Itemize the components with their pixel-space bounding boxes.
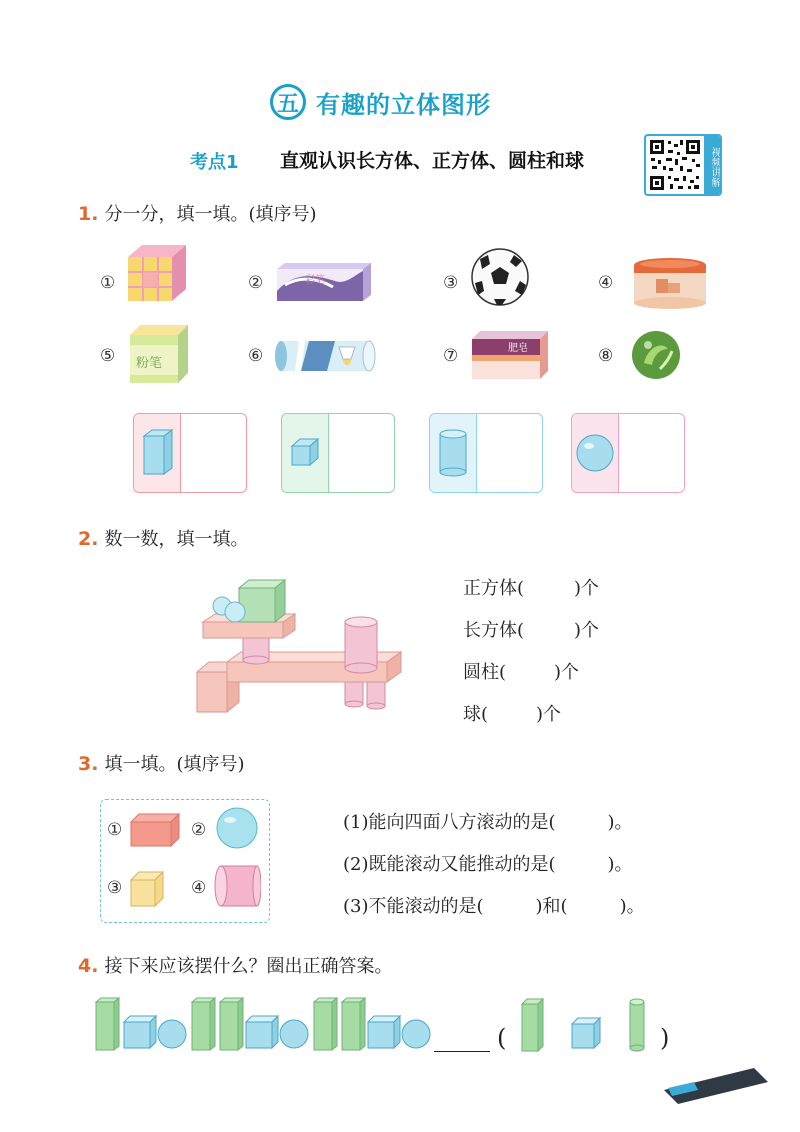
q1-item-label: ④: [598, 273, 614, 293]
unit-title-text: 有趣的立体图形: [316, 90, 491, 119]
q1-item-label: ③: [443, 273, 459, 293]
q3-line-3: [343, 892, 703, 934]
q1-heading: [78, 200, 317, 226]
cylinder-icon: [213, 862, 261, 912]
q3-shapes-box: [100, 799, 270, 923]
sort-box-shape: [572, 414, 618, 492]
q4-answer-blank[interactable]: [434, 1051, 490, 1052]
q4-sequence: [92, 996, 442, 1056]
q3-text: 填一填。(填序号): [104, 754, 245, 775]
q2-heading: [78, 525, 248, 551]
q1-item-label: ⑧: [598, 346, 614, 366]
q3-line-pre: (1)能向四面八方滚动的是(: [343, 812, 556, 833]
cuboid-icon: [129, 812, 181, 848]
sort-box-answer-area[interactable]: [328, 414, 394, 492]
box-icon: [275, 261, 373, 303]
option-tall-cylinder-icon[interactable]: [630, 999, 644, 1051]
soccer-ball-icon: [470, 247, 530, 307]
count-line-post: )个: [554, 662, 580, 683]
q3-item-label: ④: [191, 878, 207, 898]
cube-icon: [246, 1016, 278, 1048]
sphere-icon: [280, 1020, 308, 1048]
q1-item-grid: [100, 243, 800, 393]
sphere-icon: [215, 806, 259, 850]
chalk-text: 粉笔: [136, 356, 163, 371]
count-line-post: )个: [536, 704, 562, 725]
tin-can-icon: [630, 255, 710, 311]
q3-item-label: ③: [107, 878, 123, 898]
count-line-pre: 长方体(: [463, 620, 525, 641]
q2-text: 数一数，填一填。: [104, 529, 249, 550]
q3-line-post: )。: [607, 854, 633, 875]
q3-line-mid: )和(: [535, 896, 568, 917]
q3-line-pre: (3)不能滚动的是(: [343, 896, 484, 917]
cube-icon: [129, 870, 167, 908]
tall-prism-icon: [192, 998, 215, 1050]
count-line-post: )个: [574, 578, 600, 599]
q4-heading: [78, 952, 392, 978]
cube-icon: [124, 1016, 156, 1048]
options-close-paren: ): [660, 1024, 670, 1052]
page-corner-tag-icon: [664, 1064, 774, 1108]
count-line-pre: 圆柱(: [463, 662, 507, 683]
q4-text: 接下来应该摆什么？圈出正确答案。: [104, 956, 393, 977]
q3-line-1: [343, 808, 703, 850]
sort-box-answer-area[interactable]: [476, 414, 542, 492]
count-line-post: )个: [574, 620, 600, 641]
q1-item-label: ②: [248, 273, 264, 293]
section-label: 考点1: [190, 152, 239, 173]
q2-answer-lines: [463, 574, 663, 742]
q3-line-pre: (2)既能滚动又能推动的是(: [343, 854, 556, 875]
sort-box-cuboid[interactable]: [133, 413, 247, 493]
q1-item-label: ⑥: [248, 346, 264, 366]
tall-prism-icon: [220, 998, 243, 1050]
rubiks-cube-icon: [124, 243, 190, 303]
q4-number: 4.: [78, 955, 99, 977]
shuttlecock-tube-icon: [275, 335, 377, 377]
qr-code-icon: [648, 138, 702, 192]
q3-answer-lines: [343, 808, 703, 934]
q3-line-post: )。: [619, 896, 645, 917]
q3-item-label: ①: [107, 820, 123, 840]
q1-item-label: ⑤: [100, 346, 116, 366]
sort-box-answer-area[interactable]: [180, 414, 246, 492]
chalk-box-icon: [126, 323, 192, 385]
count-line-cuboid: [463, 616, 663, 658]
qr-code-panel[interactable]: [644, 134, 722, 196]
sort-box-sphere[interactable]: [571, 413, 685, 493]
qr-side-label: 视频讲解: [704, 136, 720, 194]
unit-title: [270, 82, 550, 122]
sort-box-shape: [134, 414, 180, 492]
sort-box-cube[interactable]: [281, 413, 395, 493]
count-line-pre: 正方体(: [463, 578, 525, 599]
cube-icon: [288, 436, 322, 470]
cube-icon: [368, 1016, 400, 1048]
sphere-icon: [402, 1020, 430, 1048]
q1-number: 1.: [78, 203, 99, 225]
marble-icon: [630, 329, 682, 381]
q1-item-label: ①: [100, 273, 116, 293]
tall-prism-icon: [314, 998, 337, 1050]
options-open-paren: (: [497, 1024, 507, 1052]
count-line-sphere: [463, 700, 663, 742]
sphere-icon: [158, 1020, 186, 1048]
count-line-pre: 球(: [463, 704, 489, 725]
q3-line-2: [343, 850, 703, 892]
cylinder-icon: [437, 428, 469, 478]
sort-box-shape: [282, 414, 328, 492]
option-cube-icon[interactable]: [572, 1018, 600, 1048]
unit-badge: 五: [270, 84, 306, 120]
soap-box-icon: [470, 329, 550, 381]
section-title: 直观认识长方体、正方体、圆柱和球: [280, 150, 585, 172]
block-structure-figure: [195, 576, 415, 716]
q1-text: 分一分，填一填。(填序号): [104, 204, 317, 225]
q3-line-post: )。: [607, 812, 633, 833]
tall-prism-icon: [96, 998, 119, 1050]
sort-box-cylinder[interactable]: [429, 413, 543, 493]
q3-item-label: ②: [191, 820, 207, 840]
sort-box-answer-area[interactable]: [618, 414, 684, 492]
soap-text: 肥皂: [508, 343, 528, 354]
tall-prism-icon: [342, 998, 365, 1050]
cuboid-icon: [140, 428, 174, 478]
q4-options: [516, 996, 656, 1056]
count-line-cube: [463, 574, 663, 616]
q2-number: 2.: [78, 528, 99, 550]
box-text: 彩笔: [305, 275, 325, 286]
option-tall-prism-icon[interactable]: [522, 999, 543, 1051]
sort-box-shape: [430, 414, 476, 492]
q1-sort-boxes: [133, 413, 693, 497]
count-line-cylinder: [463, 658, 663, 700]
q1-item-label: ⑦: [443, 346, 459, 366]
sphere-icon: [575, 433, 615, 473]
q3-number: 3.: [78, 753, 99, 775]
q3-heading: [78, 750, 245, 776]
